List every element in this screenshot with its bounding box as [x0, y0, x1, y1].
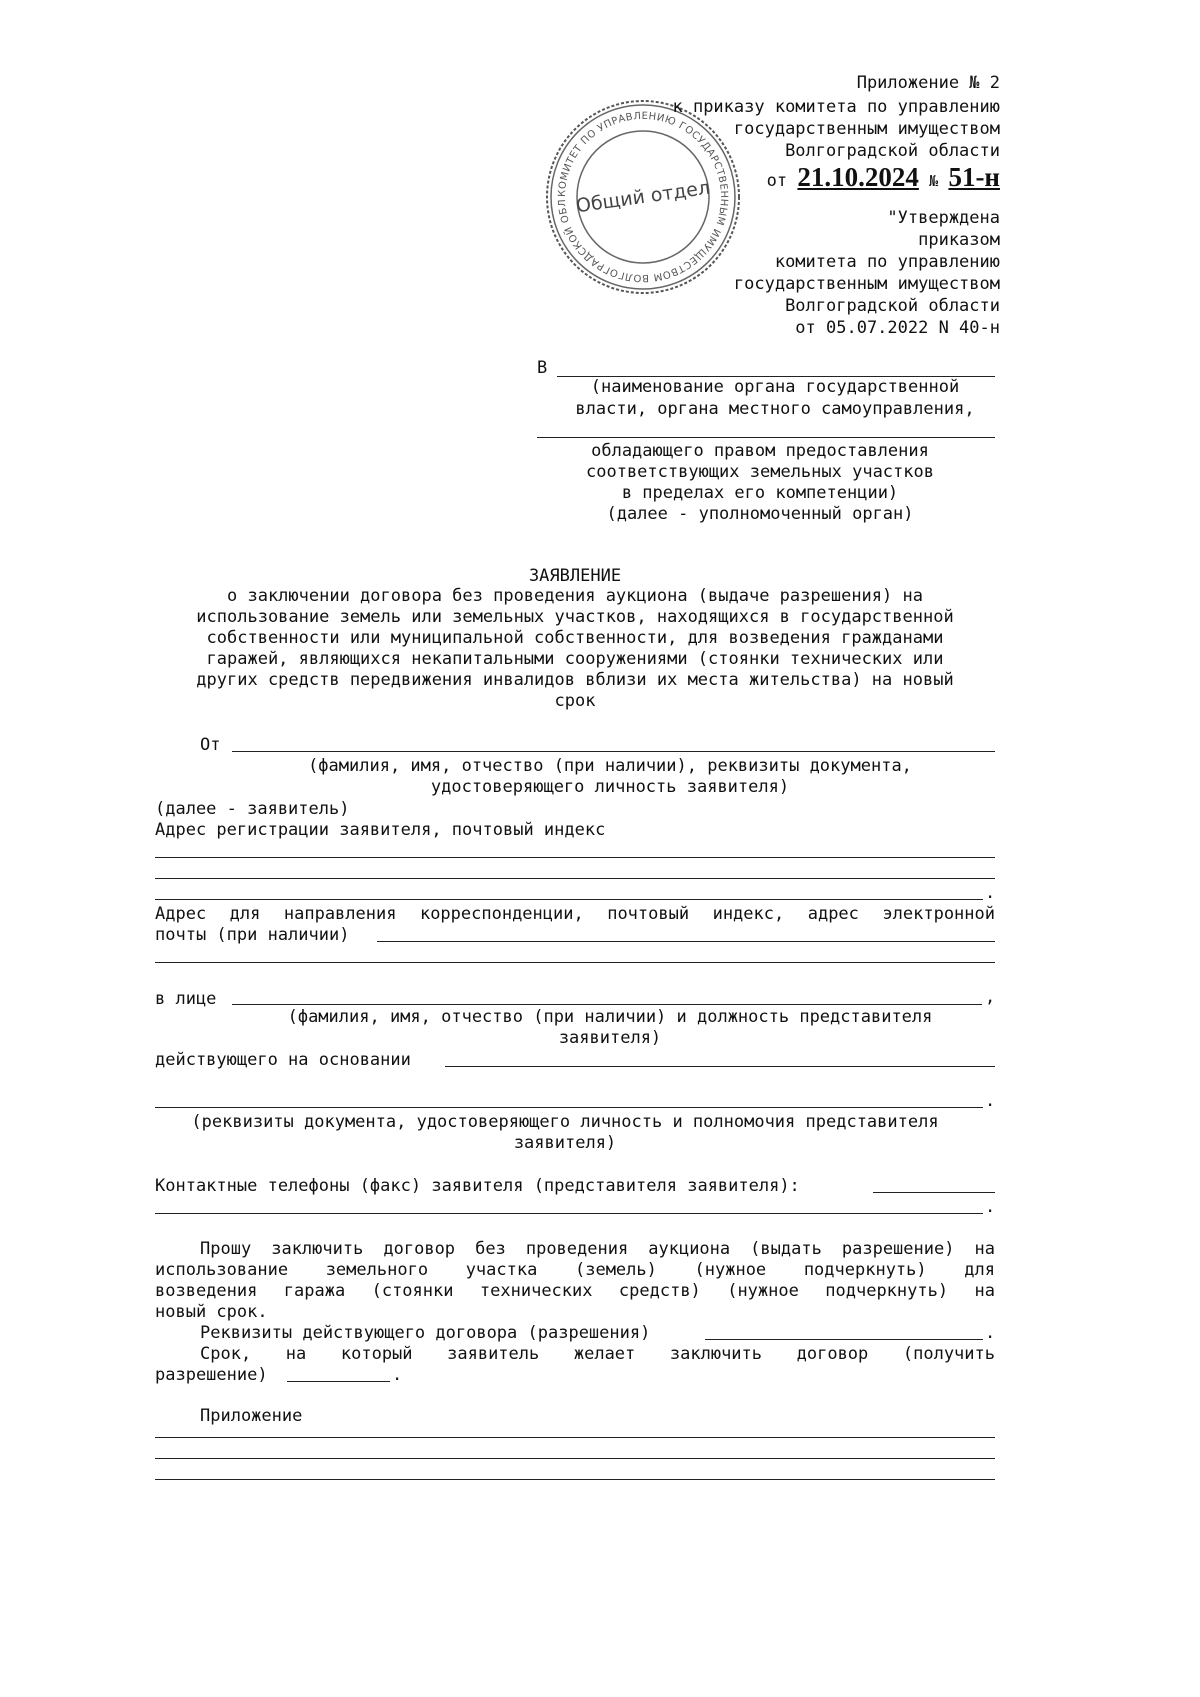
addressee-prefix: В	[537, 358, 548, 378]
representative-doc-hint: (реквизиты документа, удостоверяющего личность и полномочия представителя	[191, 1112, 939, 1132]
registration-address-field-2[interactable]	[155, 878, 995, 879]
approved-line: приказом	[918, 230, 1000, 250]
appendix-number: Приложение № 2	[856, 73, 1000, 93]
document-title-line: собственности или муниципальной собственности, для возведения гражданами	[206, 628, 944, 648]
seal-graphic	[543, 97, 743, 297]
registration-address-field-3[interactable]	[155, 899, 983, 900]
order-date-number	[767, 160, 1000, 198]
registration-address-label: Адрес регистрации заявителя, почтовый индекс	[155, 820, 606, 840]
order-reference-line: Волгоградской области	[785, 141, 1000, 161]
basis-label: действующего на основании	[155, 1050, 411, 1070]
contact-phones-field-2[interactable]	[155, 1213, 983, 1214]
contract-details-field[interactable]	[705, 1339, 983, 1340]
mail-address-field-1[interactable]	[377, 941, 995, 942]
request-text-line: новый срок.	[155, 1302, 268, 1322]
approved-line: "Утверждена	[887, 208, 1000, 228]
basis-field-2[interactable]	[155, 1107, 983, 1108]
applicant-further-label: (далее - заявитель)	[155, 799, 350, 819]
order-number: 51-н	[948, 162, 1000, 192]
document-title-line: срок	[554, 691, 596, 711]
contact-phones-label: Контактные телефоны (факс) заявителя (представителя заявителя):	[155, 1176, 800, 1196]
approved-line: государственным имуществом	[733, 274, 1000, 294]
period-mark: .	[985, 1197, 996, 1217]
representative-name-field[interactable]	[232, 1004, 982, 1005]
order-reference-line: государственным имуществом	[733, 119, 1000, 139]
addressee-field-line-2[interactable]	[537, 437, 995, 438]
document-title-line: гаражей, являющихся некапитальными сооружениями (стоянки технических или	[206, 649, 944, 669]
applicant-name-field[interactable]	[232, 751, 995, 752]
applicant-hint: удостоверяющего личность заявителя)	[430, 777, 790, 797]
representative-hint: (фамилия, имя, отчество (при наличии) и должность представителя	[287, 1007, 933, 1027]
attachment-field-2[interactable]	[155, 1458, 995, 1459]
representative-doc-hint: заявителя)	[513, 1133, 617, 1153]
approved-line: от 05.07.2022 N 40-н	[795, 318, 1000, 338]
contract-details-label: Реквизиты действующего договора (разрешения)	[200, 1323, 651, 1343]
from-label: От	[200, 735, 221, 755]
order-date: 21.10.2024	[797, 162, 919, 192]
addressee-hint: соответствующих земельных участков	[586, 462, 934, 482]
period-mark: .	[985, 883, 996, 903]
document-title-line: использование земель или земельных участков, находящихся в государственной	[196, 607, 954, 627]
organization-seal	[543, 97, 743, 297]
document-title-line: о заключении договора без проведения аукциона (выдаче разрешения) на	[227, 586, 923, 606]
mail-address-field-2[interactable]	[155, 962, 995, 963]
representative-label: в лице	[155, 989, 217, 1009]
document-heading: ЗАЯВЛЕНИЕ	[528, 566, 622, 586]
addressee-hint: (наименование органа государственной	[590, 377, 960, 397]
period-mark: .	[392, 1365, 403, 1385]
term-label-line-2: разрешение)	[155, 1365, 268, 1385]
addressee-hint: (далее - уполномоченный орган)	[606, 504, 914, 524]
seal-outer-text: КОМИТЕТ ПО УПРАВЛЕНИЮ ГОСУДАРСТВЕННЫМ ИМУЩЕСТВОМ ВОЛГОГРАДСКОЙ ОБЛ	[556, 110, 730, 284]
request-text-line: возведения гаража (стоянки технических средств) (нужное подчеркнуть) на	[155, 1281, 995, 1301]
mail-address-label-2: почты (при наличии)	[155, 925, 350, 945]
period-mark: .	[985, 1091, 996, 1111]
term-field[interactable]	[287, 1381, 390, 1382]
number-sign: №	[929, 172, 939, 190]
document-title-line: других средств передвижения инвалидов вблизи их места жительства) на новый	[196, 670, 954, 690]
contact-phones-field-1[interactable]	[873, 1192, 995, 1193]
addressee-hint: в пределах его компетенции)	[621, 483, 899, 503]
attachment-label: Приложение	[200, 1406, 303, 1426]
applicant-hint: (фамилия, имя, отчество (при наличии), реквизиты документа,	[308, 756, 912, 776]
request-text-line: использование земельного участка (земель) (нужное подчеркнуть) для	[155, 1260, 995, 1280]
from-label: от	[766, 171, 788, 191]
seal-center-text: Общий отдел	[574, 176, 712, 218]
mail-address-label: Адрес для направления корреспонденции, почтовый индекс, адрес электронной	[155, 904, 995, 924]
period-mark: .	[985, 1323, 996, 1343]
basis-field-1[interactable]	[445, 1066, 995, 1067]
addressee-hint: власти, органа местного самоуправления,	[575, 399, 975, 419]
request-text-line: Прошу заключить договор без проведения аукциона (выдать разрешение) на	[200, 1239, 995, 1259]
attachment-field-1[interactable]	[155, 1437, 995, 1438]
representative-hint: заявителя)	[558, 1028, 662, 1048]
approved-line: комитета по управлению	[774, 252, 1000, 272]
order-reference-line: к приказу комитета по управлению	[672, 97, 1000, 117]
comma-mark: ,	[985, 987, 996, 1007]
term-label-line: Срок, на который заявитель желает заключить договор (получить	[200, 1344, 995, 1364]
approved-line: Волгоградской области	[785, 296, 1000, 316]
addressee-hint: обладающего правом предоставления	[591, 441, 929, 461]
registration-address-field-1[interactable]	[155, 857, 995, 858]
attachment-field-3[interactable]	[155, 1479, 995, 1480]
